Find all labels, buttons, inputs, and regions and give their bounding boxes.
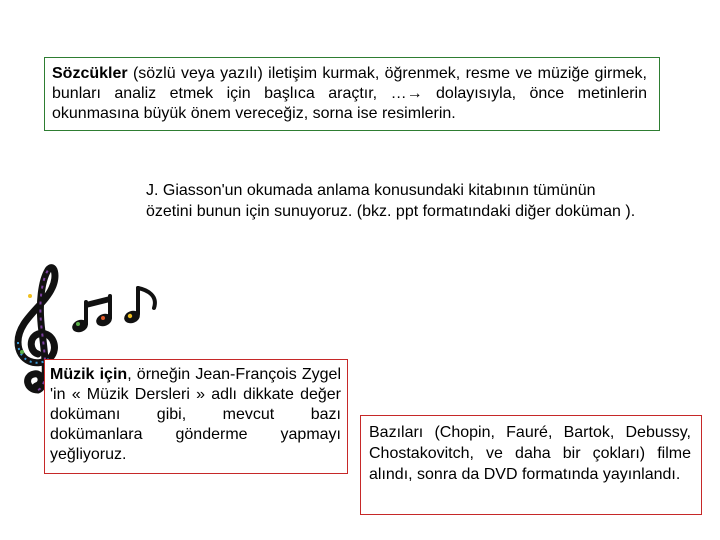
arrow-icon: →	[406, 85, 423, 102]
intro-bold-lead: Sözcükler	[52, 65, 128, 82]
intro-text-after: dolayısıyla, önce metinlerin okunmasına büyük önem vereceğiz, sorna ise resimlerin.	[52, 85, 648, 122]
music-bold-lead: Müzik için	[50, 366, 128, 383]
music-text: , örneğin Jean-François Zygel 'in « Müzik Dersleri » adlı dikkate değer dokümanı gibi, mevcut bazı dokümanlara gönderme yapmayı yeğliyoruz.	[50, 366, 342, 463]
intro-box	[44, 57, 660, 131]
intro-text: (sözlü veya yazılı) iletişim kurmak, öğrenmek, resme ve müziğe girmek, bunları analiz etmek için başlıca araçtır, …	[52, 65, 647, 102]
music-note-box	[44, 359, 348, 474]
summary-paragraph: J. Giasson'un okumada anlama konusundaki kitabının tümünün özetini bunun için sunuyoruz. (bkz. ppt formatındaki diğer doküman ).	[146, 182, 636, 220]
composers-box: Bazıları (Chopin, Fauré, Bartok, Debussy, Chostakovitch, ve daha bir çokları) filme alındı, sonra da DVD formatında yayınlandı.	[360, 415, 702, 515]
